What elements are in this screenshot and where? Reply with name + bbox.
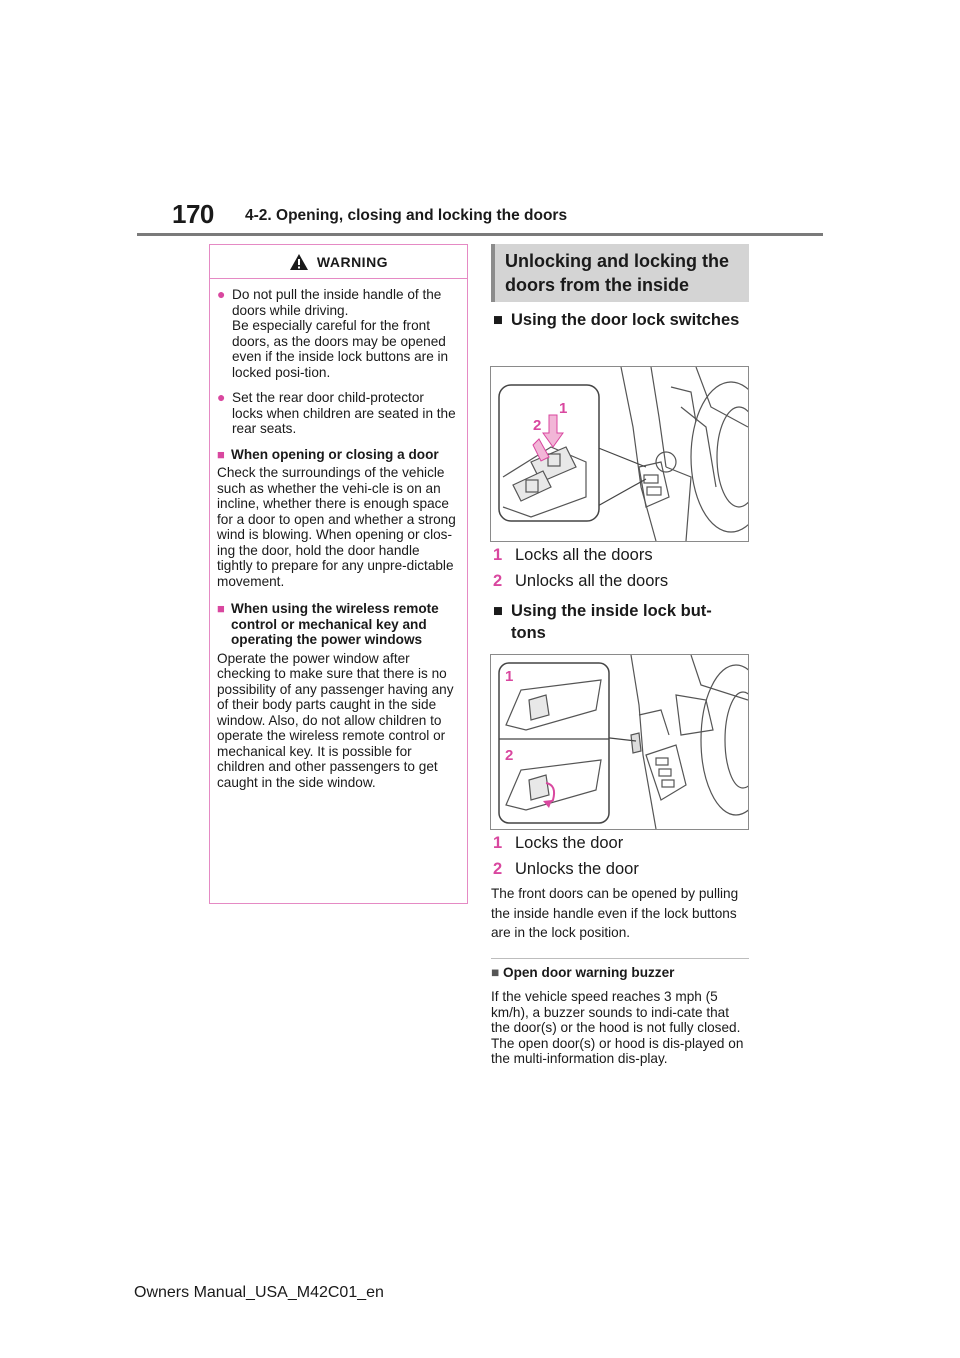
warning-bullet [217,287,457,380]
buttons-title: Using the inside lock but-tons [511,602,712,642]
callout-1: 1 [505,668,514,685]
step-text: Unlocks all the doors [515,572,669,590]
switches-title: Using the door lock switches [511,311,740,329]
step-text: Locks the door [515,834,624,852]
step-number: 1 [493,834,503,852]
step-item [493,834,623,853]
buzzer-text: If the vehicle speed reaches 3 mph (5 km/h), a buzzer sounds to indi-cate that the door(s) or the hood is not fully closed. The open door(s) or hood is dis-played on the multi-information dis-play. [491,989,744,1066]
step-item [493,572,668,591]
warning-bullet [217,390,457,437]
step-text: Unlocks the door [515,860,639,878]
buzzer-heading [491,965,749,980]
warning-subsection-heading [217,447,457,463]
warning-bullet-text: Do not pull the inside handle of the doors while driving. Be especially careful for the front doors, as the doors may be opened even if the inside lock buttons are in locked posi-tion. [232,287,449,380]
buttons-heading [493,600,743,644]
square-bullet-icon: ■ [491,965,500,980]
footer-text: Owners Manual_USA_M42C01_en [134,1284,384,1301]
warning-triangle-icon [289,253,309,271]
section-heading: Unlocking and locking the doors from the inside [491,244,749,302]
switches-heading [493,309,743,331]
subsection-title: When using the wireless remote control or mechanical key and operating the power windows [231,601,439,647]
subsection-text: Operate the power window after checking to make sure that there is no possibility of any passenger having any of their body parts caught in the side window. Also, do not allow children to operate the wireless remote control or mechanical key. It is possible for children and other passengers to get caught in the side window. [217,650,454,790]
warning-box [209,244,468,904]
door-lock-switch-drawing [491,367,748,541]
warning-title: WARNING [316,253,389,270]
warning-bullet-text: Set the rear door child-protector locks when children are seated in the rear seats. [232,390,456,436]
note-text: The front doors can be opened by pulling the inside handle even if the lock buttons are in the lock position. [491,886,739,940]
subsection-title: When opening or closing a door [231,446,439,462]
divider [491,958,749,959]
step-number: 2 [493,860,503,878]
warning-body [210,279,467,790]
square-bullet-icon: ■ [217,446,225,462]
square-bullet-icon: ■ [493,311,503,329]
bullet-dot-icon: ● [217,286,226,302]
door-lock-switch-illustration [490,366,749,542]
callout-2: 2 [505,747,514,764]
step-number: 1 [493,546,503,564]
inside-lock-button-drawing [491,655,748,829]
step-item [493,546,653,565]
step-text: Locks all the doors [515,546,653,564]
subsection-text: Check the surroundings of the vehicle such as whether the vehi-cle is on an incline, whether there is enough space for a door to open and whether a strong wind is blowing. When opening or clos-ing the door, hold the door handle tightly to prepare for any unpre-dictable movement. [217,465,456,589]
callout-1: 1 [559,400,568,417]
section-title: 4-2. Opening, closing and locking the doors [245,207,568,224]
step-number: 2 [493,572,503,590]
inside-lock-button-illustration [490,654,749,830]
square-bullet-icon: ■ [217,601,225,616]
page-number: 170 [172,199,214,229]
bullet-dot-icon: ● [217,389,226,405]
header-rule [137,233,823,236]
warning-subsection-heading [217,601,457,648]
warning-header [210,245,467,279]
callout-2: 2 [533,417,542,434]
buzzer-title: Open door warning buzzer [503,965,675,980]
step-item [493,860,639,879]
square-bullet-icon: ■ [493,602,503,620]
